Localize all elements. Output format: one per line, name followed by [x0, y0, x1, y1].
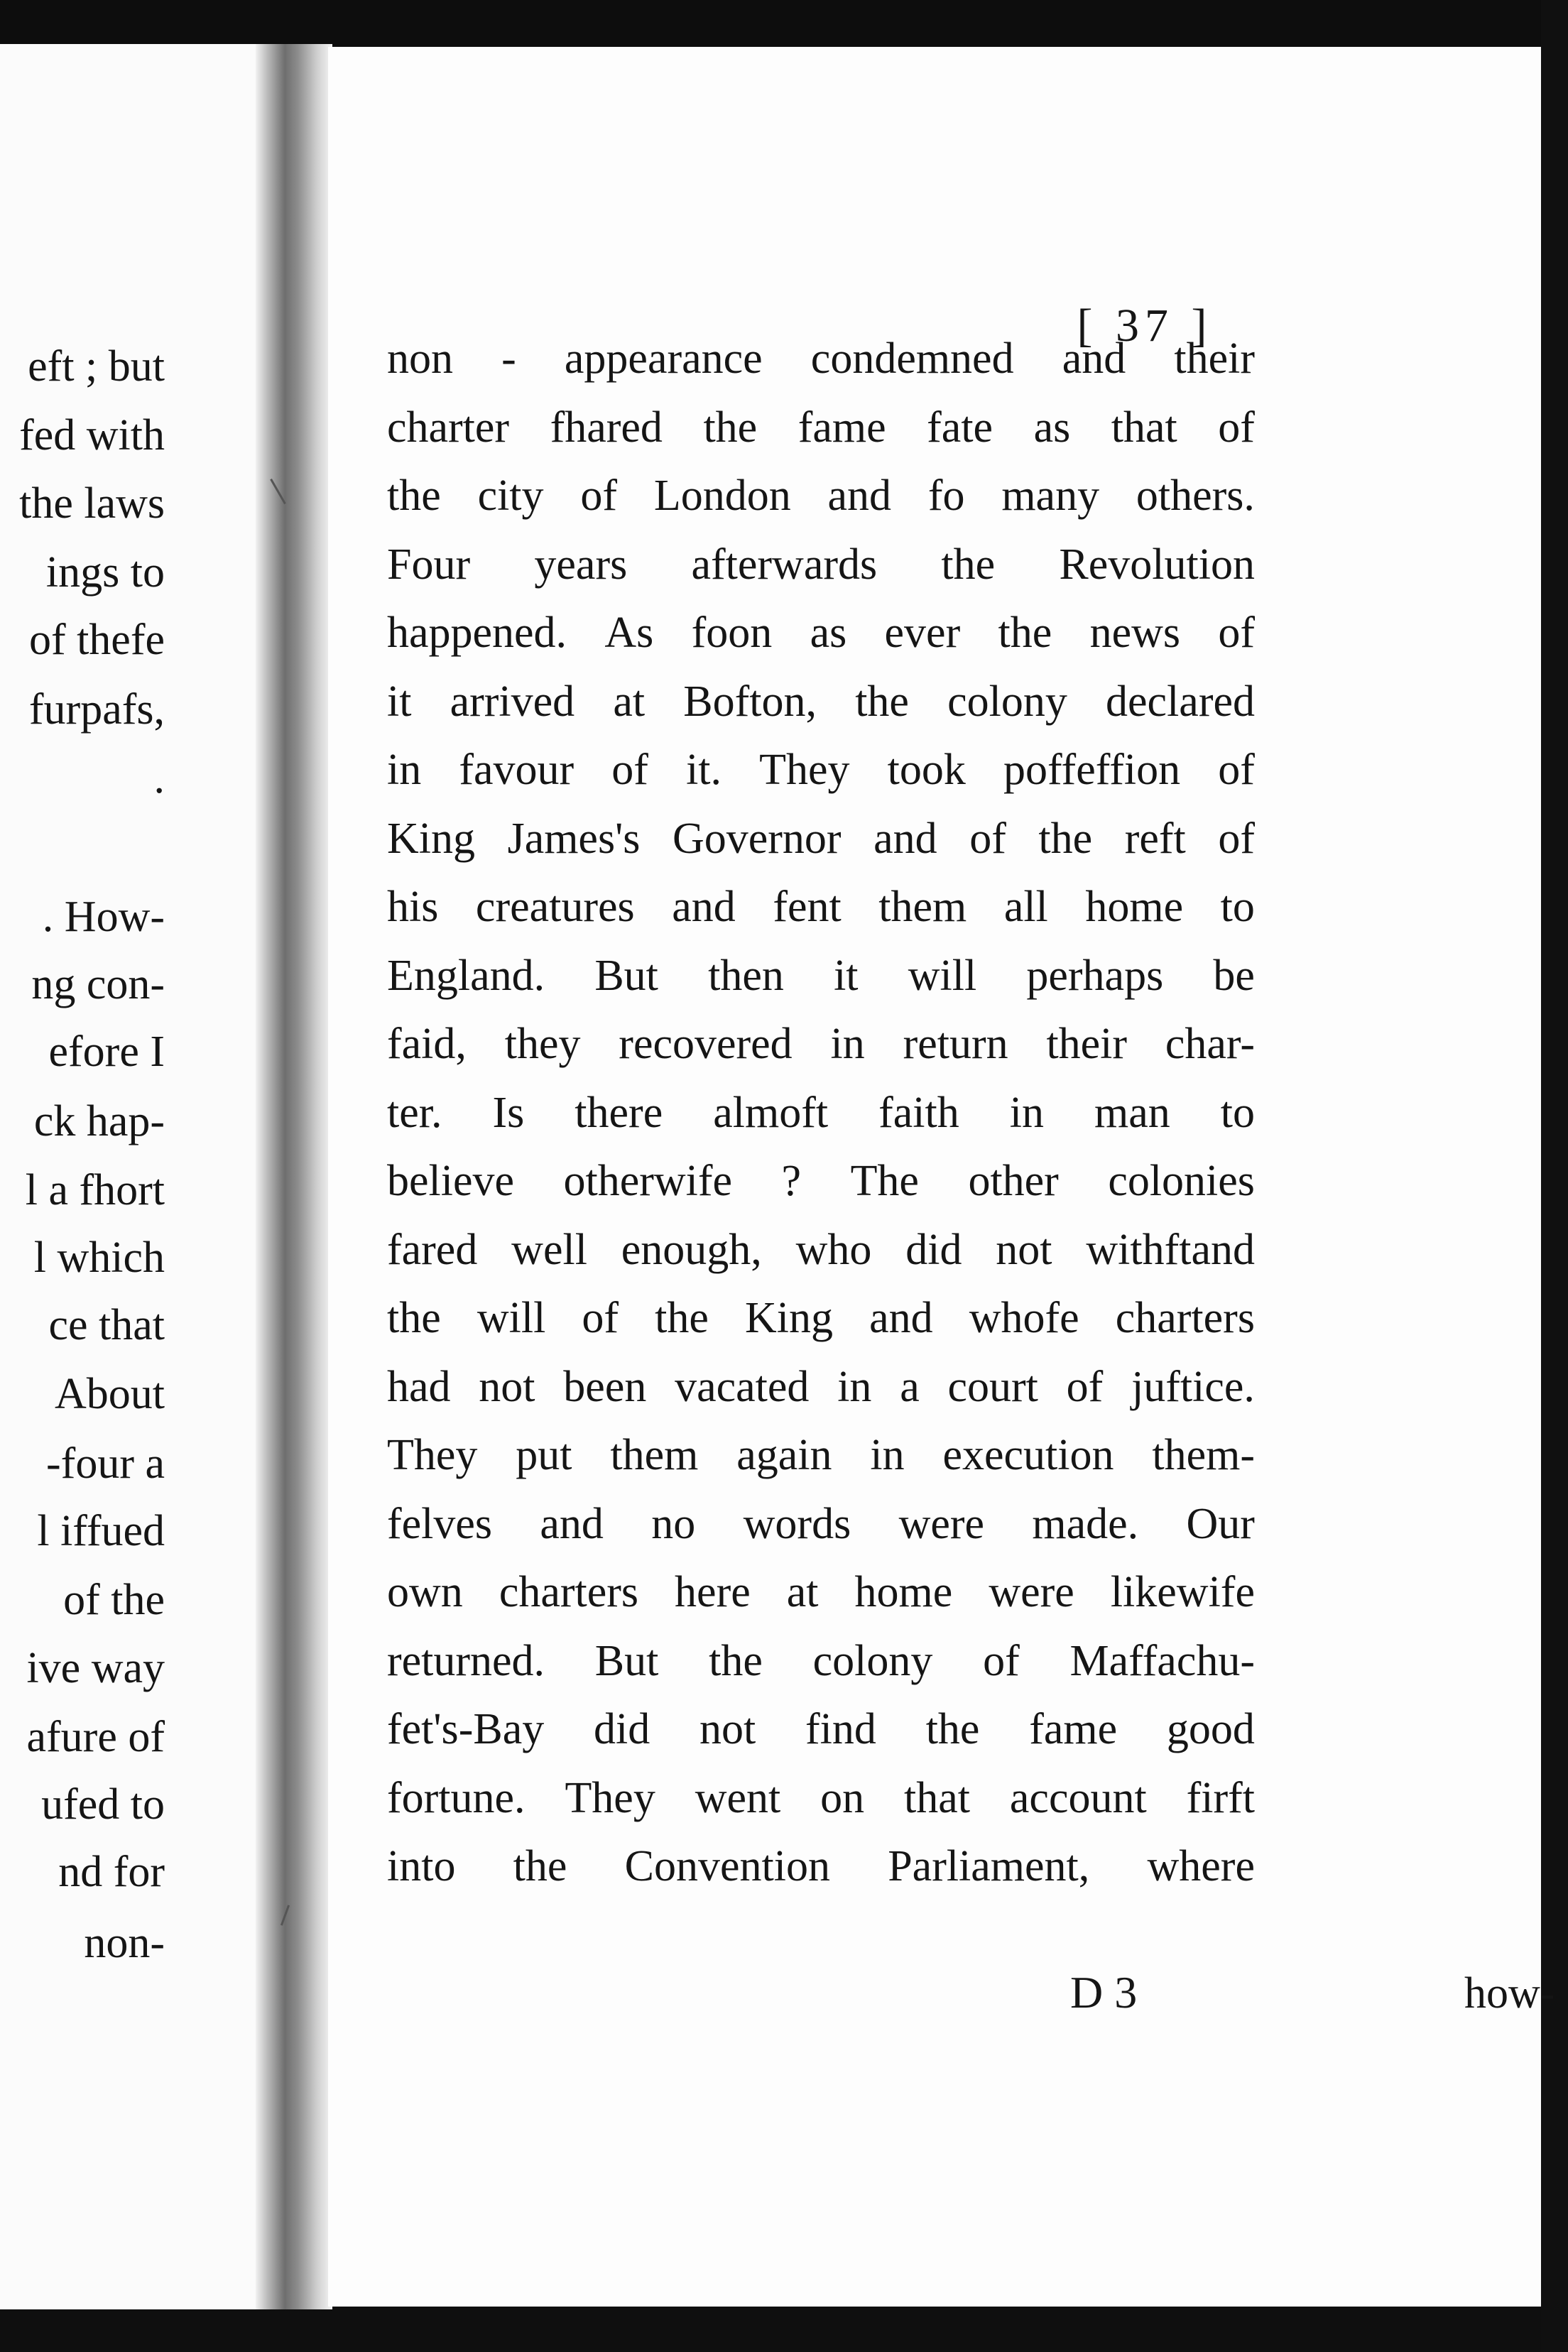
- body-word: at: [613, 677, 646, 726]
- body-text-line: [387, 334, 1255, 383]
- body-word: their: [1046, 1020, 1128, 1068]
- body-word: of: [1218, 403, 1255, 452]
- body-word: and: [827, 472, 892, 520]
- body-text-line: [387, 1019, 1255, 1069]
- body-word: fhared: [550, 403, 663, 452]
- body-word: They: [565, 1774, 655, 1822]
- body-word: But: [594, 952, 658, 1000]
- left-page-line: ufed to: [41, 1780, 165, 1829]
- body-word: reft: [1124, 815, 1186, 863]
- scan-border-bottom: [0, 2304, 1568, 2352]
- body-word: appearance: [564, 334, 763, 383]
- left-page-line: -four a: [46, 1439, 165, 1488]
- body-word: non: [387, 334, 453, 383]
- body-word: and: [869, 1294, 933, 1342]
- body-word: London: [653, 472, 791, 520]
- left-page-line: the laws: [19, 479, 165, 528]
- body-word: own: [387, 1568, 463, 1616]
- body-text-line: [387, 1499, 1255, 1549]
- body-text-line: [387, 677, 1255, 726]
- body-word: were: [989, 1568, 1074, 1616]
- body-text-line: [387, 403, 1255, 452]
- body-word: home: [1085, 883, 1184, 931]
- page-header: [ 37 ]: [1077, 300, 1213, 352]
- body-word: of: [1218, 815, 1255, 863]
- body-word: there: [575, 1089, 663, 1137]
- body-text-line: [387, 814, 1255, 864]
- body-word: As: [604, 609, 654, 657]
- body-word: in: [1009, 1089, 1044, 1137]
- body-word: to: [1220, 1089, 1255, 1137]
- left-page-line: l which: [33, 1234, 165, 1282]
- body-word: colony: [947, 677, 1067, 726]
- body-text-line: [387, 471, 1255, 521]
- body-word: as: [810, 609, 847, 657]
- body-word: years: [534, 540, 628, 589]
- body-word: ever: [884, 609, 961, 657]
- body-word: in: [837, 1363, 872, 1411]
- body-word: The: [850, 1157, 919, 1205]
- body-word: believe: [387, 1157, 515, 1205]
- body-word: the: [709, 1637, 763, 1685]
- body-word: Revolution: [1059, 540, 1255, 589]
- left-page-line: ck hap-: [33, 1097, 165, 1145]
- body-word: Maffachu-: [1069, 1637, 1255, 1685]
- body-word: the: [941, 540, 996, 589]
- body-word: them-: [1152, 1431, 1255, 1479]
- gutter-fleck: [281, 1905, 290, 1925]
- body-word: likewife: [1110, 1568, 1255, 1616]
- body-word: as: [1033, 403, 1071, 452]
- body-word: made.: [1032, 1500, 1139, 1548]
- body-word: home: [854, 1568, 953, 1616]
- left-page-line: nd for: [58, 1848, 165, 1896]
- body-word: charters: [499, 1568, 639, 1616]
- body-word: faid,: [387, 1020, 467, 1068]
- body-word: char-: [1165, 1020, 1255, 1068]
- body-word: been: [563, 1363, 647, 1411]
- body-word: England.: [387, 952, 545, 1000]
- body-text-line: [387, 951, 1255, 1001]
- body-word: it.: [686, 746, 722, 794]
- body-word: a: [900, 1363, 920, 1411]
- left-page-line: eft ; but: [28, 342, 165, 391]
- body-word: into: [387, 1842, 456, 1890]
- body-word: enough,: [621, 1226, 762, 1274]
- body-word: return: [903, 1020, 1008, 1068]
- left-page-line: ce that: [48, 1301, 165, 1349]
- body-word: Convention: [624, 1842, 830, 1890]
- body-word: had: [387, 1363, 451, 1411]
- body-word: afterwards: [691, 540, 878, 589]
- body-word: charters: [1115, 1294, 1255, 1342]
- body-word: poffeffion: [1003, 746, 1181, 794]
- body-word: creatures: [475, 883, 635, 931]
- left-page-line: fed with: [19, 411, 165, 459]
- body-text-line: [387, 1362, 1255, 1412]
- body-word: of: [582, 1294, 619, 1342]
- body-word: here: [675, 1568, 751, 1616]
- body-word: perhaps: [1026, 952, 1164, 1000]
- body-word: his: [387, 883, 439, 931]
- body-word: the: [925, 1705, 980, 1753]
- scan-border-top: [0, 0, 1568, 50]
- body-word: fortune.: [387, 1774, 526, 1822]
- left-page-line: . How-: [42, 893, 165, 941]
- body-word: Four: [387, 540, 471, 589]
- body-word: recovered: [619, 1020, 793, 1068]
- body-word: felves: [387, 1500, 493, 1548]
- body-word: well: [511, 1226, 587, 1274]
- body-word: returned.: [387, 1637, 545, 1685]
- body-word: will: [477, 1294, 546, 1342]
- body-word: of: [1066, 1363, 1104, 1411]
- body-word: news: [1089, 609, 1181, 657]
- body-word: favour: [459, 746, 575, 794]
- body-word: other: [968, 1157, 1059, 1205]
- body-word: the: [513, 1842, 567, 1890]
- body-word: good: [1166, 1705, 1255, 1753]
- body-word: fame: [1029, 1705, 1118, 1753]
- body-word: condemned: [810, 334, 1014, 383]
- body-word: and: [540, 1500, 604, 1548]
- body-word: again: [736, 1431, 832, 1479]
- body-word: fent: [773, 883, 842, 931]
- body-text-line: [387, 1636, 1255, 1686]
- body-word: their: [1174, 334, 1255, 383]
- body-word: the: [387, 472, 441, 520]
- body-word: court: [947, 1363, 1038, 1411]
- body-word: will: [908, 952, 977, 1000]
- left-page-line: l iffued: [37, 1507, 165, 1555]
- body-word: James's: [507, 815, 641, 863]
- body-word: faith: [878, 1089, 959, 1137]
- left-page-line: non-: [84, 1919, 165, 1967]
- body-word: in: [830, 1020, 865, 1068]
- body-word: man: [1094, 1089, 1170, 1137]
- body-word: fame: [797, 403, 886, 452]
- gutter-fleck: [270, 479, 286, 504]
- book-gutter: [256, 44, 332, 2309]
- body-word: King: [744, 1294, 833, 1342]
- body-text-line: [387, 1293, 1255, 1343]
- left-page-line: l a fhort: [25, 1166, 165, 1214]
- body-text-line: [387, 745, 1255, 795]
- body-word: took: [887, 746, 966, 794]
- body-word: the: [387, 1294, 441, 1342]
- body-word: it: [834, 952, 859, 1000]
- body-word: Our: [1186, 1500, 1255, 1548]
- body-word: the: [855, 677, 909, 726]
- body-word: juftice.: [1131, 1363, 1255, 1411]
- body-word: vacated: [675, 1363, 810, 1411]
- body-word: fared: [387, 1226, 478, 1274]
- body-word: be: [1213, 952, 1255, 1000]
- body-text-line: [387, 608, 1255, 658]
- body-word: colony: [812, 1637, 933, 1685]
- body-word: in: [870, 1431, 905, 1479]
- body-word: account: [1009, 1774, 1147, 1822]
- body-word: all: [1003, 883, 1048, 931]
- body-word: who: [795, 1226, 872, 1274]
- body-text-line: [387, 882, 1255, 932]
- body-word: it: [387, 677, 412, 726]
- body-word: of: [580, 472, 618, 520]
- body-word: to: [1220, 883, 1255, 931]
- body-word: the: [703, 403, 758, 452]
- body-word: the: [655, 1294, 709, 1342]
- body-text-line: [387, 1773, 1255, 1823]
- body-word: arrived: [450, 677, 575, 726]
- body-word: fo: [927, 472, 965, 520]
- left-facing-page: [0, 44, 264, 2309]
- body-word: at: [786, 1568, 819, 1616]
- left-page-line: .: [153, 754, 165, 802]
- left-page-line: of the: [63, 1576, 165, 1624]
- body-word: many: [1001, 472, 1100, 520]
- body-word: and: [1062, 334, 1126, 383]
- left-page-line: ive way: [26, 1644, 165, 1692]
- body-word: colonies: [1108, 1157, 1255, 1205]
- body-word: and: [672, 883, 736, 931]
- body-word: then: [708, 952, 784, 1000]
- body-word: withftand: [1086, 1226, 1255, 1274]
- body-word: them: [878, 883, 967, 931]
- body-word: not: [996, 1226, 1052, 1274]
- body-word: not: [479, 1363, 535, 1411]
- body-word: almoft: [713, 1089, 829, 1137]
- body-word: of: [611, 746, 648, 794]
- body-word: execution: [942, 1431, 1114, 1479]
- left-page-line: efore I: [48, 1028, 165, 1076]
- body-word: did: [905, 1226, 962, 1274]
- main-page: [328, 47, 1555, 2307]
- left-page-line: of thefe: [28, 616, 165, 664]
- body-word: But: [594, 1637, 659, 1685]
- body-word: whofe: [969, 1294, 1079, 1342]
- body-word: Is: [492, 1089, 525, 1137]
- body-text-line: [387, 1567, 1255, 1617]
- body-word: declared: [1106, 677, 1255, 726]
- body-word: went: [695, 1774, 781, 1822]
- body-word: the: [998, 609, 1052, 657]
- body-word: on: [820, 1774, 865, 1822]
- body-word: in: [387, 746, 422, 794]
- body-word: they: [504, 1020, 581, 1068]
- body-word: otherwife: [563, 1157, 733, 1205]
- catchword: how-: [1464, 1969, 1555, 2018]
- left-page-line: afure of: [26, 1713, 165, 1761]
- body-text-line: [387, 1088, 1255, 1138]
- body-word: ter.: [387, 1089, 442, 1137]
- left-page-line: About: [55, 1370, 165, 1418]
- body-text-line: [387, 1704, 1255, 1754]
- body-word: city: [477, 472, 544, 520]
- body-word: of: [969, 815, 1006, 863]
- body-word: others.: [1136, 472, 1255, 520]
- body-word: that: [904, 1774, 971, 1822]
- body-word: of: [983, 1637, 1020, 1685]
- body-word: words: [743, 1500, 851, 1548]
- body-word: -: [501, 334, 516, 383]
- body-word: Parliament,: [888, 1842, 1090, 1890]
- body-word: foon: [691, 609, 773, 657]
- body-word: that: [1111, 403, 1177, 452]
- body-word: of: [1218, 746, 1255, 794]
- body-word: happened.: [387, 609, 567, 657]
- body-word: were: [898, 1500, 985, 1548]
- body-text-line: [387, 1841, 1255, 1891]
- body-word: not: [699, 1705, 756, 1753]
- body-word: of: [1218, 609, 1255, 657]
- body-text-line: [387, 1225, 1255, 1275]
- body-word: King: [387, 815, 475, 863]
- body-word: Bofton,: [683, 677, 817, 726]
- signature-mark: D 3: [1070, 1967, 1138, 2018]
- body-word: Governor: [672, 815, 842, 863]
- body-word: They: [759, 746, 850, 794]
- body-word: did: [594, 1705, 650, 1753]
- body-word: charter: [387, 403, 510, 452]
- body-word: no: [651, 1500, 696, 1548]
- body-word: find: [805, 1705, 876, 1753]
- left-page-line: ings to: [45, 548, 165, 597]
- body-text-line: [387, 540, 1255, 589]
- body-word: them: [610, 1431, 699, 1479]
- body-word: fet's-Bay: [387, 1705, 545, 1753]
- left-page-line: ng con-: [31, 960, 165, 1008]
- body-word: fate: [927, 403, 993, 452]
- body-word: the: [1038, 815, 1093, 863]
- body-word: and: [873, 815, 937, 863]
- body-word: firft: [1186, 1774, 1255, 1822]
- left-page-line: furpafs,: [28, 685, 165, 734]
- body-text-line: [387, 1430, 1255, 1480]
- body-word: ?: [781, 1157, 802, 1205]
- body-word: put: [516, 1431, 572, 1479]
- body-text-line: [387, 1156, 1255, 1206]
- body-word: where: [1147, 1842, 1255, 1890]
- body-word: They: [387, 1431, 478, 1479]
